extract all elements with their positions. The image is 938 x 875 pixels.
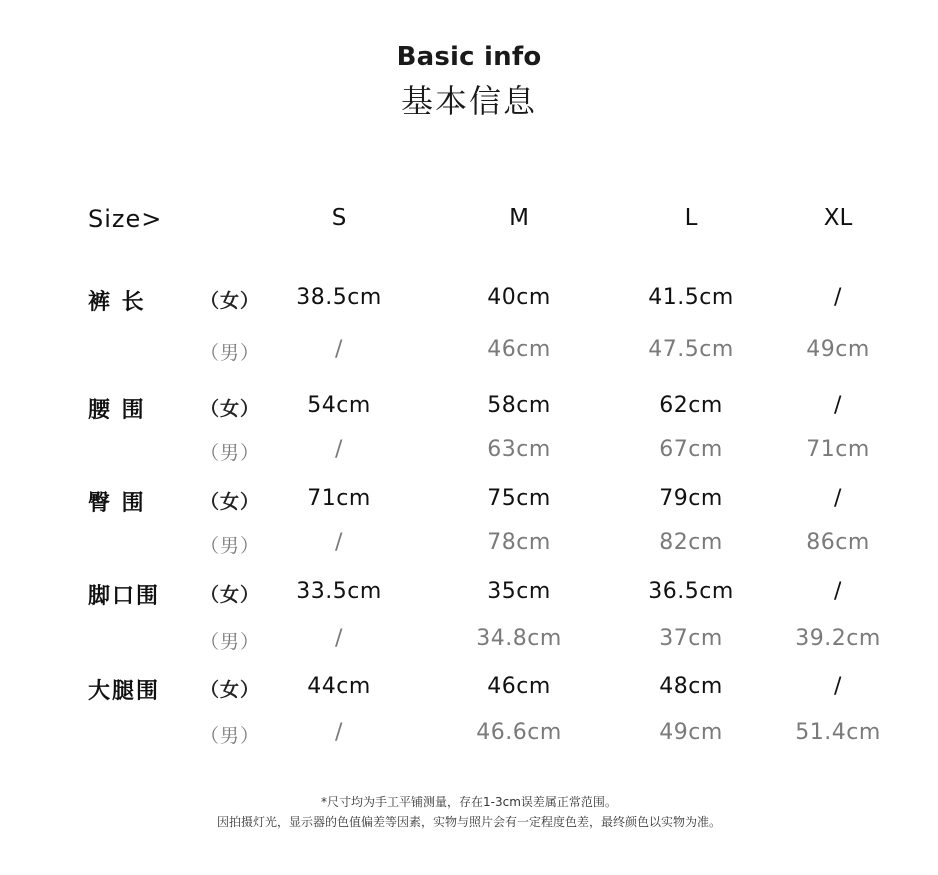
male-size-value: / [335, 337, 343, 362]
female-size-value: / [834, 393, 842, 418]
gender-female-label: （女） [200, 491, 261, 513]
female-size-value: / [834, 674, 842, 699]
male-size-value: 67cm [659, 437, 723, 462]
male-size-value: 39.2cm [795, 626, 881, 651]
female-size-value: 71cm [307, 486, 371, 511]
male-size-value: 63cm [487, 437, 551, 462]
male-size-value: / [335, 530, 343, 555]
size-header-label: Size> [88, 205, 163, 233]
gender-male-label: （男） [200, 535, 261, 557]
female-size-value: / [834, 285, 842, 310]
male-size-value: 49cm [659, 720, 723, 745]
title-en: Basic info [396, 42, 542, 72]
note-color-disclaimer: 因拍摄灯光，显示器的色值偏差等因素，实物与照片会有一定程度色差，最终颜色以实物为准。 [216, 815, 721, 829]
gender-male-label: （男） [200, 342, 261, 364]
male-size-value: 34.8cm [476, 626, 562, 651]
gender-male-label: （男） [200, 442, 261, 464]
male-size-value: / [335, 437, 343, 462]
male-size-value: 46cm [487, 337, 551, 362]
female-size-value: 33.5cm [296, 579, 382, 604]
gender-male-label: （男） [200, 631, 261, 653]
gender-female-label: （女） [200, 398, 261, 420]
male-size-value: / [335, 626, 343, 651]
title-cn: 基本信息 [400, 82, 537, 120]
female-size-value: / [834, 486, 842, 511]
male-size-value: 46.6cm [476, 720, 562, 745]
male-size-value: 51.4cm [795, 720, 881, 745]
female-size-value: 36.5cm [648, 579, 734, 604]
female-size-value: 54cm [307, 393, 371, 418]
row-label: 大腿围 [88, 679, 161, 704]
male-size-value: / [335, 720, 343, 745]
female-size-value: 35cm [487, 579, 551, 604]
female-size-value: / [834, 579, 842, 604]
gender-female-label: （女） [200, 290, 261, 312]
size-header-xl: XL [823, 205, 853, 231]
female-size-value: 44cm [307, 674, 371, 699]
male-size-value: 49cm [806, 337, 870, 362]
female-size-value: 75cm [487, 486, 551, 511]
row-label: 裤 长 [88, 290, 146, 315]
male-size-value: 71cm [806, 437, 870, 462]
size-header-l: L [684, 205, 698, 231]
row-label: 脚口围 [88, 584, 161, 609]
row-label: 臀 围 [88, 491, 146, 516]
note-measurement: *尺寸均为手工平铺测量，存在1-3cm误差属正常范围。 [321, 795, 617, 809]
male-size-value: 47.5cm [648, 337, 734, 362]
size-header-s: S [331, 205, 347, 231]
female-size-value: 79cm [659, 486, 723, 511]
gender-female-label: （女） [200, 679, 261, 701]
female-size-value: 40cm [487, 285, 551, 310]
gender-female-label: （女） [200, 584, 261, 606]
female-size-value: 62cm [659, 393, 723, 418]
male-size-value: 82cm [659, 530, 723, 555]
size-header-m: M [509, 205, 529, 231]
male-size-value: 86cm [806, 530, 870, 555]
female-size-value: 41.5cm [648, 285, 734, 310]
row-label: 腰 围 [88, 398, 146, 423]
female-size-value: 46cm [487, 674, 551, 699]
female-size-value: 48cm [659, 674, 723, 699]
male-size-value: 37cm [659, 626, 723, 651]
gender-male-label: （男） [200, 725, 261, 747]
female-size-value: 38.5cm [296, 285, 382, 310]
male-size-value: 78cm [487, 530, 551, 555]
female-size-value: 58cm [487, 393, 551, 418]
